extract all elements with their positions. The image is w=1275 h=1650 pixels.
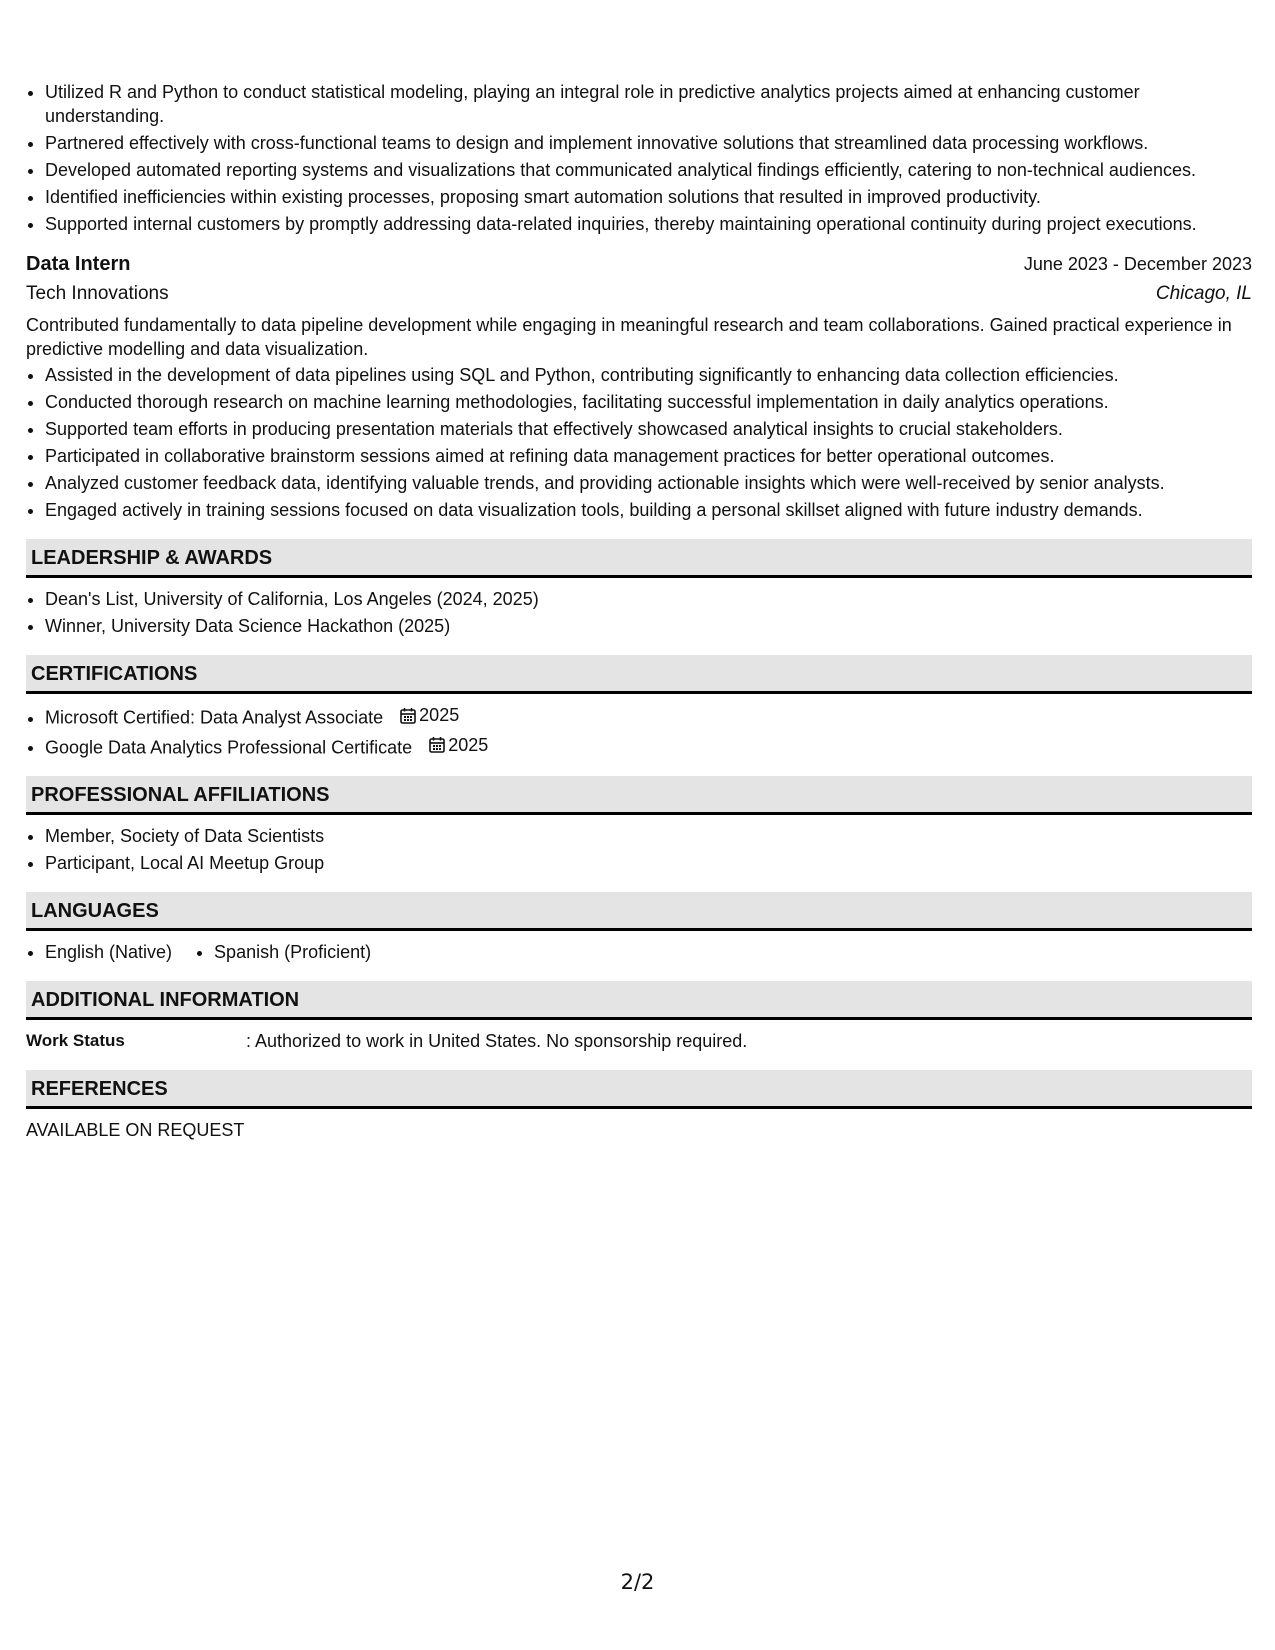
list-item: • Supported internal customers by promptly addressing data-related inquiries, thereby maintaining operational continuity during project executions. bbox=[45, 212, 1252, 236]
list-item: • Spanish (Proficient) bbox=[214, 940, 371, 964]
certification-date bbox=[429, 733, 488, 757]
list-item: • Member, Society of Data Scientists bbox=[45, 824, 1252, 848]
job-location: Chicago, IL bbox=[1155, 283, 1252, 304]
list-item: • Supported team efforts in producing presentation materials that effectively showcased analytical insights to crucial stakeholders. bbox=[45, 417, 1252, 441]
work-status-row bbox=[26, 1029, 1252, 1053]
page-number: 2/2 bbox=[620, 1570, 655, 1594]
certification-year: 2025 bbox=[448, 734, 489, 755]
calendar-icon bbox=[429, 736, 445, 753]
list-item: • Participated in collaborative brainstorm sessions aimed at refining data management practices for better operational outcomes. bbox=[45, 444, 1252, 468]
list-item: • Participant, Local AI Meetup Group bbox=[45, 851, 1252, 875]
job-bullet-list bbox=[26, 363, 1252, 522]
section-heading-certifications: CERTIFICATIONS bbox=[26, 655, 1252, 694]
certification-name: Microsoft Certified: Data Analyst Associate bbox=[45, 707, 384, 728]
list-item: • Partnered effectively with cross-functional teams to design and implement innovative solutions that streamlined data processing workflows. bbox=[45, 131, 1252, 155]
work-status-label: Work Status bbox=[26, 1031, 125, 1050]
list-item: • Developed automated reporting systems and visualizations that communicated analytical findings efficiently, catering to non-technical audiences. bbox=[45, 158, 1252, 182]
list-item: • Winner, University Data Science Hackathon (2025) bbox=[45, 614, 1252, 638]
list-item bbox=[45, 733, 1252, 760]
section-heading-references: REFERENCES bbox=[26, 1070, 1252, 1109]
job-title: Data Intern bbox=[26, 253, 131, 275]
job-subheader bbox=[26, 282, 1252, 306]
certifications-list bbox=[26, 703, 1252, 759]
section-heading-affiliations: PROFESSIONAL AFFILIATIONS bbox=[26, 776, 1252, 815]
experience-continued-list bbox=[26, 80, 1252, 236]
languages-list bbox=[26, 940, 1252, 964]
job-header bbox=[26, 252, 1252, 276]
list-item: • Engaged actively in training sessions focused on data visualization tools, building a personal skillset aligned with future industry demands. bbox=[45, 498, 1252, 522]
section-heading-leadership: LEADERSHIP & AWARDS bbox=[26, 539, 1252, 578]
list-item: • Identified inefficiencies within existing processes, proposing smart automation solutions that resulted in improved productivity. bbox=[45, 185, 1252, 209]
list-item: • Dean's List, University of California, Los Angeles (2024, 2025) bbox=[45, 587, 1252, 611]
list-item: • English (Native) bbox=[45, 940, 172, 964]
list-item: • Assisted in the development of data pipelines using SQL and Python, contributing significantly to enhancing data collection efficiencies. bbox=[45, 363, 1252, 387]
list-item: • Analyzed customer feedback data, identifying valuable trends, and providing actionable insights which were well-received by senior analysts. bbox=[45, 471, 1252, 495]
section-heading-additional-information: ADDITIONAL INFORMATION bbox=[26, 981, 1252, 1020]
calendar-icon bbox=[400, 707, 416, 724]
resume-page bbox=[26, 80, 1252, 1142]
leadership-list bbox=[26, 587, 1252, 638]
certification-year: 2025 bbox=[419, 705, 460, 725]
list-item: • Utilized R and Python to conduct statistical modeling, playing an integral role in predictive analytics projects aimed at enhancing customer understanding. bbox=[45, 80, 1252, 128]
references-text: AVAILABLE ON REQUEST bbox=[26, 1120, 245, 1140]
work-status-value: : Authorized to work in United States. No sponsorship required. bbox=[246, 1031, 748, 1051]
job-company: Tech Innovations bbox=[26, 283, 169, 304]
list-item: • Conducted thorough research on machine learning methodologies, facilitating successful implementation in daily analytics operations. bbox=[45, 390, 1252, 414]
job-dates: June 2023 - December 2023 bbox=[1023, 254, 1252, 274]
certification-date bbox=[400, 703, 459, 727]
affiliations-list bbox=[26, 824, 1252, 875]
job-summary: Contributed fundamentally to data pipeline development while engaging in meaningful research and team collaborations. Gained practical experience in predictive modelling and data visualization. bbox=[26, 315, 1232, 359]
section-heading-languages: LANGUAGES bbox=[26, 892, 1252, 931]
certification-name: Google Data Analytics Professional Certificate bbox=[45, 737, 413, 757]
list-item bbox=[45, 703, 1252, 730]
